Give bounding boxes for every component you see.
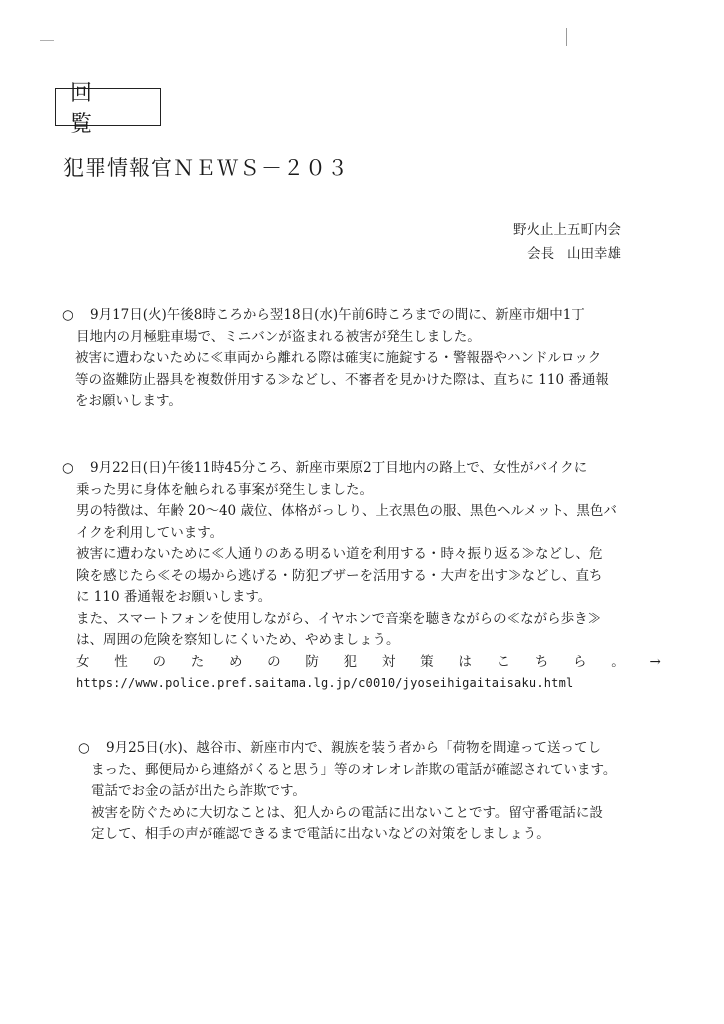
notice-line: 定して、相手の声が確認できるまで電話に出ないなどの対策をしましょう。 <box>91 826 550 842</box>
page-title: 犯罪情報官ＮＥＷＳ－２０３ <box>63 156 349 180</box>
notice-line: に 110 番通報をお願いします。 <box>76 589 272 605</box>
org-role: 会長 <box>527 246 555 262</box>
bullet-mark: ○ <box>78 740 90 756</box>
notice-line: 乗った男に身体を触られる事案が発生しました。 <box>76 481 373 498</box>
notice-line: 等の盗難防止器具を複数併用する≫などし、不審者を見かけた際は、直ちに 110 番通報 <box>75 371 609 388</box>
notice-line: ○ 9月25日(水)、越谷市、新座市内で、親族を装う者から「荷物を間違って送ってし <box>78 738 616 760</box>
notice-line: 被害に遭わないために≪車両から離れる際は確実に施錠する・警報器やハンドルロック <box>75 350 602 366</box>
notice-line: ○ 9月22日(日)午後11時45分ころ、新座市栗原2丁目地内の路上で、女性がバイクに <box>62 458 661 480</box>
issuer-block <box>513 218 621 266</box>
info-link[interactable]: https://www.police.pref.saitama.lg.jp/c0010/jyoseihigaitaisaku.html <box>76 676 574 690</box>
notice-section-2 <box>62 458 661 695</box>
org-name: 野火止上五町内会 <box>513 222 621 238</box>
notice-line: 被害を防ぐために大切なことは、犯人からの電話に出ないことです。留守番電話に設 <box>91 804 603 821</box>
spaced-line: 女 性 の た め の 防 犯 対 策 は こ ち ら 。 → <box>76 653 661 670</box>
org-person: 山田幸雄 <box>567 246 621 262</box>
notice-line: まった、郵便局から連絡がくると思う」等のオレオレ詐欺の電話が確認されています。 <box>91 761 617 778</box>
scan-mark <box>566 28 567 46</box>
notice-line: をお願いします。 <box>75 393 182 409</box>
notice-line: 男の特徴は、年齢 20～40 歳位、体格がっしり、上衣黒色の服、黒色ヘルメット、黒色バ <box>76 503 617 519</box>
notice-line: また、スマートフォンを使用しながら、イヤホンで音楽を聴きながらの≪ながら歩き≫ <box>76 610 602 627</box>
notice-section-3 <box>78 738 616 846</box>
bullet-mark: ○ <box>62 307 74 323</box>
notice-line: 目地内の月極駐車場で、ミニバンが盗まれる被害が発生しました。 <box>76 328 481 345</box>
org-chair <box>513 242 621 266</box>
notice-line: は、周囲の危険を察知しにくいため、やめましょう。 <box>76 632 400 648</box>
stamp-text: 回 覧 <box>70 81 113 137</box>
notice-line: ○ 9月17日(火)午後8時ころから翌18日(水)午前6時ころまでの間に、新座市畑中1丁 <box>62 305 609 327</box>
notice-line: 電話でお金の話が出たら詐欺です。 <box>91 783 306 799</box>
notice-line: 険を感じたら≪その場から逃げる・防犯ブザーを活用する・大声を出す≫などし、直ち <box>76 567 603 584</box>
notice-section-1 <box>62 305 609 413</box>
scan-mark <box>40 40 54 41</box>
circulation-stamp <box>55 81 161 137</box>
bullet-mark: ○ <box>62 460 74 476</box>
notice-line: 被害に遭わないために≪人通りのある明るい道を利用する・時々振り返る≫などし、危 <box>76 546 603 562</box>
notice-line: イクを利用しています。 <box>76 524 224 541</box>
